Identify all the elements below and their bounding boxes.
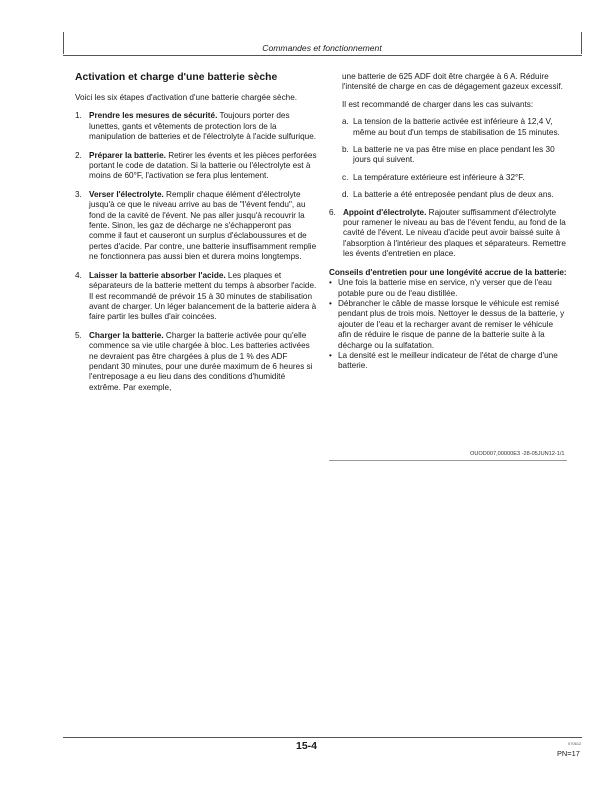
condition-b (329, 145, 567, 166)
condition-letter: b. (342, 145, 349, 155)
condition-text: La température extérieure est inférieure à 32°F. (353, 172, 525, 182)
step-4 (75, 271, 318, 323)
bullet-icon: • (329, 298, 332, 308)
intro-text: Voici les six étapes d'activation d'une batterie chargée sèche. (75, 93, 298, 102)
charge-conditions-lead: Il est recommandé de charger dans les cas suivants: (342, 99, 534, 109)
reference-code: OUOD007,00000E3 -28-05JUN12-1/1 (470, 451, 565, 457)
step-1 (75, 111, 318, 142)
step-text: Rajouter suffisamment d'électrolyte pour ramener le niveau au bas de l'évent fendu, au fond de la cavité de l'évent. Le niveau d'acide peut avoir baissé suite à l'absorption à l'intérieur des plaques et séparateurs. Remettre les évents d'entretien en place. (343, 207, 566, 259)
step-heading: Laisser la batterie absorber l'acide. (89, 270, 226, 280)
step-heading: Charger la batterie. (89, 330, 164, 340)
tip-text: Débrancher le câble de masse lorsque le véhicule est remisé pendant plus de trois mois. Nettoyer le dessus de la batterie, y ajouter de l'eau et la recharger avant de remiser le véhicule afin de réduire le risque de panne de la batterie suite à la décharge ou la sulfatation. (338, 298, 565, 350)
right-column (329, 72, 567, 372)
step-number: 5. (75, 330, 82, 340)
step-number: 3. (75, 189, 82, 199)
step-number: 1. (75, 111, 82, 121)
frame-top-line (63, 55, 582, 56)
frame-right-line (581, 32, 582, 54)
step-text: Retirer les évents et les pièces perforées portant le code de datation. Si la batterie ou l'électrolyte est à moins de 60°F, l'activation se fera plus lentement. (89, 150, 317, 181)
step-number: 4. (75, 270, 82, 280)
step-heading: Verser l'électrolyte. (89, 189, 164, 199)
bullet-icon: • (329, 350, 332, 360)
step-text: Toujours porter des lunettes, gants et vêtements de protection lors de la manipulation de batteries et de l'électrolyte à l'acide sulfurique. (89, 111, 317, 142)
maintenance-tips-title: Conseils d'entretien pour une longévité accrue de la batterie: (329, 267, 567, 277)
condition-text: La batterie ne va pas être mise en place pendant les 30 jours qui suivent. (353, 145, 555, 165)
tip-text: Une fois la batterie mise en service, n'y verser que de l'eau potable pure ou de l'eau distillée. (338, 278, 552, 298)
section-title: Activation et charge d'une batterie sèche (75, 72, 278, 83)
step-heading: Préparer la batterie. (89, 150, 166, 160)
step-number: 2. (75, 150, 82, 160)
step-3 (75, 190, 318, 263)
condition-letter: c. (342, 172, 349, 182)
step-text: Charger la batterie activée pour qu'elle commence sa vie utile chargée à bloc. Les batteries activées ne devraient pas être chargées à plus de 1 % des ADF pendant 30 minutes, pour une durée maximum de 6 heures si l'entreposage a eu lieu dans des conditions d'humidité extrême. Par exemple, (89, 330, 313, 392)
condition-text: La tension de la batterie activée est inférieure à 12,4 V, même au bout d'un temps de stabilisation de 15 minutes. (353, 117, 560, 137)
pn-label: PN=17 (557, 749, 580, 758)
footer-line (63, 737, 582, 738)
step-heading: Appoint d'électrolyte. (343, 207, 427, 217)
step-2 (75, 151, 318, 182)
condition-d (329, 190, 567, 200)
condition-letter: a. (342, 117, 349, 127)
page-number: 15-4 (296, 740, 318, 752)
footer-code: 070612 (568, 741, 582, 746)
step-text: Les plaques et séparateurs de la batterie mettent du temps à absorber l'acide. Il est recommandé de prévoir 15 à 30 minutes de stabilisation avant de charger. Un léger balancement de la batterie aidera à faire partir les bulles d'air coincées. (89, 270, 317, 322)
condition-a (329, 117, 567, 138)
tip-text: La densité est le meilleur indicateur de l'état de charge d'une batterie. (338, 350, 558, 371)
condition-c (329, 173, 567, 183)
tip-item (329, 278, 567, 299)
step-5-continuation: une batterie de 625 ADF doit être chargée à 6 A. Réduire l'intensité de charge en cas de dégagement gazeux excessif. (342, 72, 563, 92)
step-number: 6. (329, 207, 336, 217)
step-heading: Prendre les mesures de sécurité. (89, 111, 218, 121)
bullet-icon: • (329, 278, 332, 288)
step-6 (329, 208, 567, 260)
tip-item (329, 351, 567, 372)
reference-rule (329, 460, 567, 461)
condition-text: La batterie a été entreposée pendant plus de deux ans. (353, 190, 554, 200)
step-5 (75, 331, 318, 393)
step-text: Remplir chaque élément d'électrolyte jusqu'à ce que le niveau arrive au bas de "l'évent fendu", au fond de la cavité de l'évent. Ne pas aller jusqu'à recouvrir la fente. Sinon, les gaz de décharge ne s'échapperont pas comme il faut et causeront un surplus d'éclaboussures et de pertes d'acide. Par contre, une batterie insuffisamment remplie ne fonctionnera pas aussi bien et durera moins longtemps. (89, 189, 317, 262)
condition-letter: d. (342, 190, 349, 200)
page-header: Commandes et fonctionnement (262, 43, 382, 53)
left-column (75, 72, 318, 401)
tip-item (329, 299, 567, 351)
